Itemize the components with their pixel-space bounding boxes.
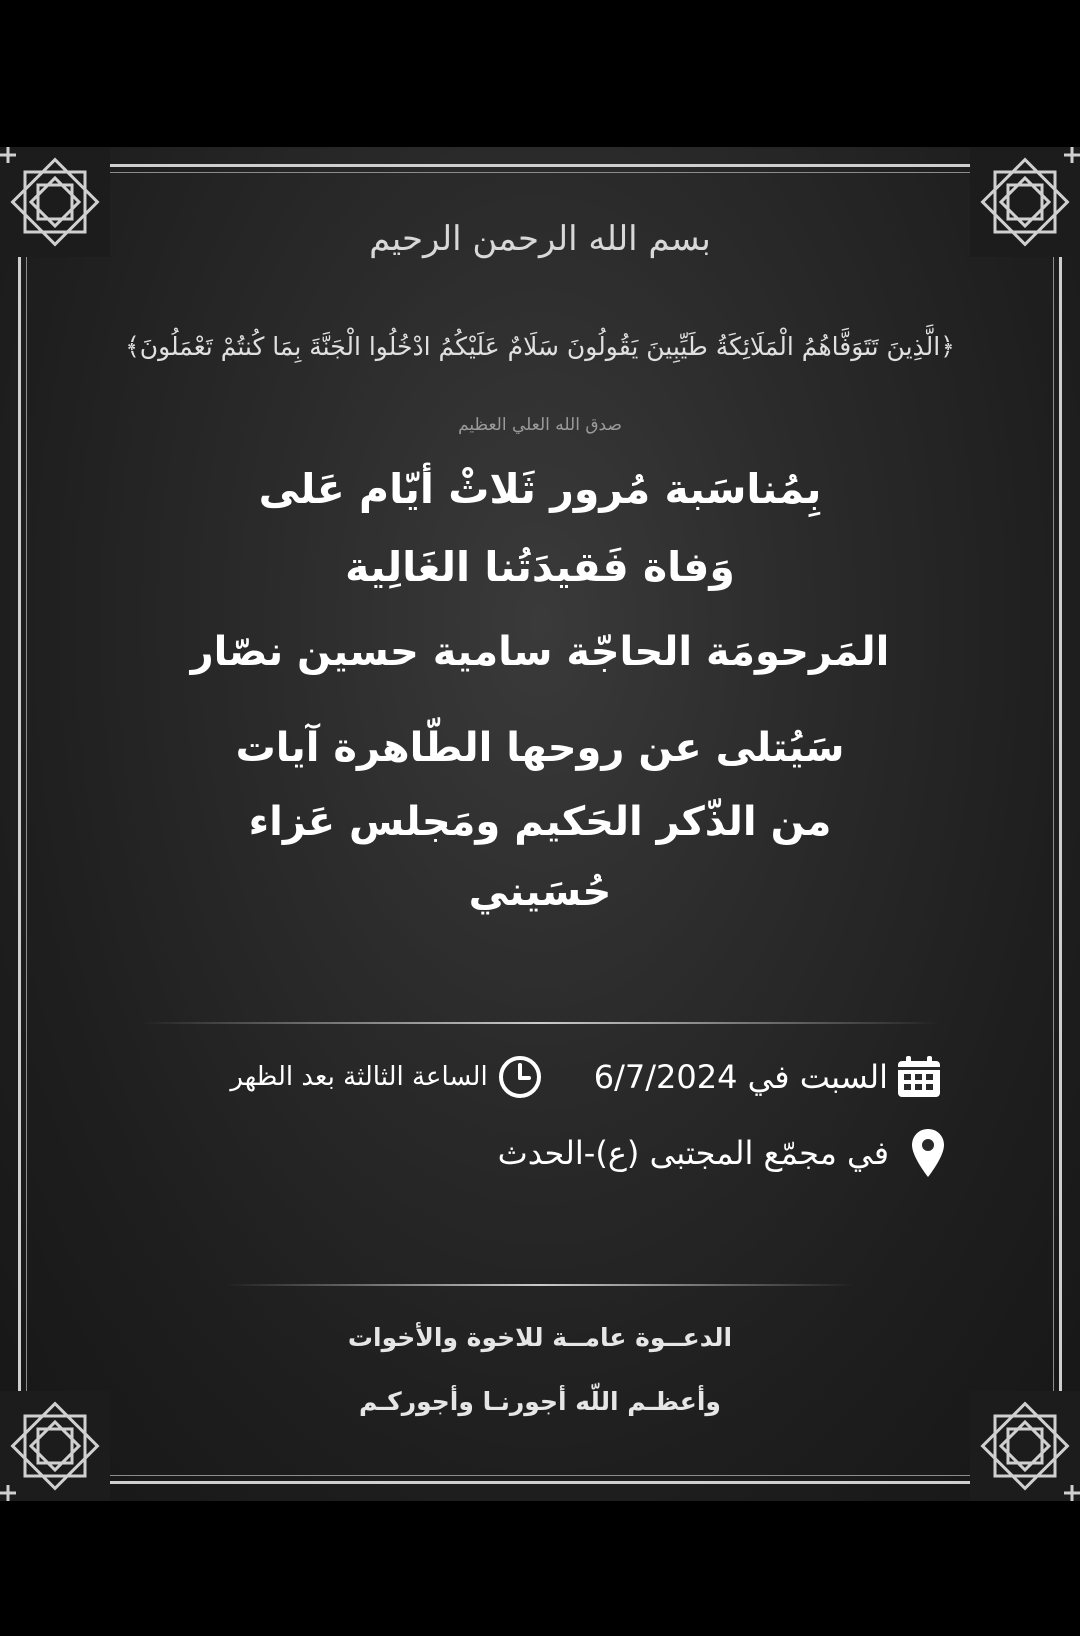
quran-verse: ﴿الَّذِينَ تَتَوَفَّاهُمُ الْمَلَائِكَةُ طَيِّبِينَ يَقُولُونَ سَلَامٌ عَلَيْكُمُ ادْخُلُوا الْجَنَّةَ بِمَا كُنتُمْ تَعْمَلُونَ﴾ bbox=[125, 332, 955, 361]
announcement-line-1: بِمُناسَبة مُرور ثَلاثْ أيّام عَلى bbox=[258, 465, 822, 513]
basmala-calligraphy: بسم الله الرحمن الرحيم bbox=[369, 219, 711, 259]
calendar-icon bbox=[896, 1055, 942, 1099]
clock-icon bbox=[498, 1055, 542, 1099]
divider-top bbox=[140, 1022, 940, 1024]
invitation-text: الدعــوة عامــة للاخوة والأخوات bbox=[347, 1323, 733, 1352]
location-text: في مجمّع المجتبى (ع)-الحدث bbox=[497, 1134, 889, 1172]
announcement-line-4: سَيُتلى عن روحها الطّاهرة آيات bbox=[235, 725, 845, 771]
announcement-line-2: وَفاة فَقيدَتُنا الغَالِية bbox=[345, 543, 735, 591]
date-text: السبت في 6/7/2024 bbox=[593, 1058, 888, 1096]
condolence-text: وأعظـم اللّه أجورنـا وأجوركـم bbox=[359, 1387, 721, 1416]
sadaq-allah-text: صدق الله العلي العظيم bbox=[458, 415, 622, 435]
obituary-card bbox=[0, 147, 1080, 1501]
date-time-row bbox=[230, 1047, 942, 1107]
time-text: الساعة الثالثة بعد الظهر bbox=[230, 1062, 488, 1092]
deceased-name: المَرحومَة الحاجّة سامية حسين نصّار bbox=[190, 629, 890, 675]
announcement-line-6: حُسَيني bbox=[468, 869, 612, 915]
announcement-line-5: من الذّكر الحَكيم ومَجلس عَزاء bbox=[248, 799, 832, 845]
location-pin-icon bbox=[911, 1128, 945, 1178]
location-row bbox=[498, 1123, 945, 1183]
divider-bottom bbox=[225, 1284, 855, 1286]
